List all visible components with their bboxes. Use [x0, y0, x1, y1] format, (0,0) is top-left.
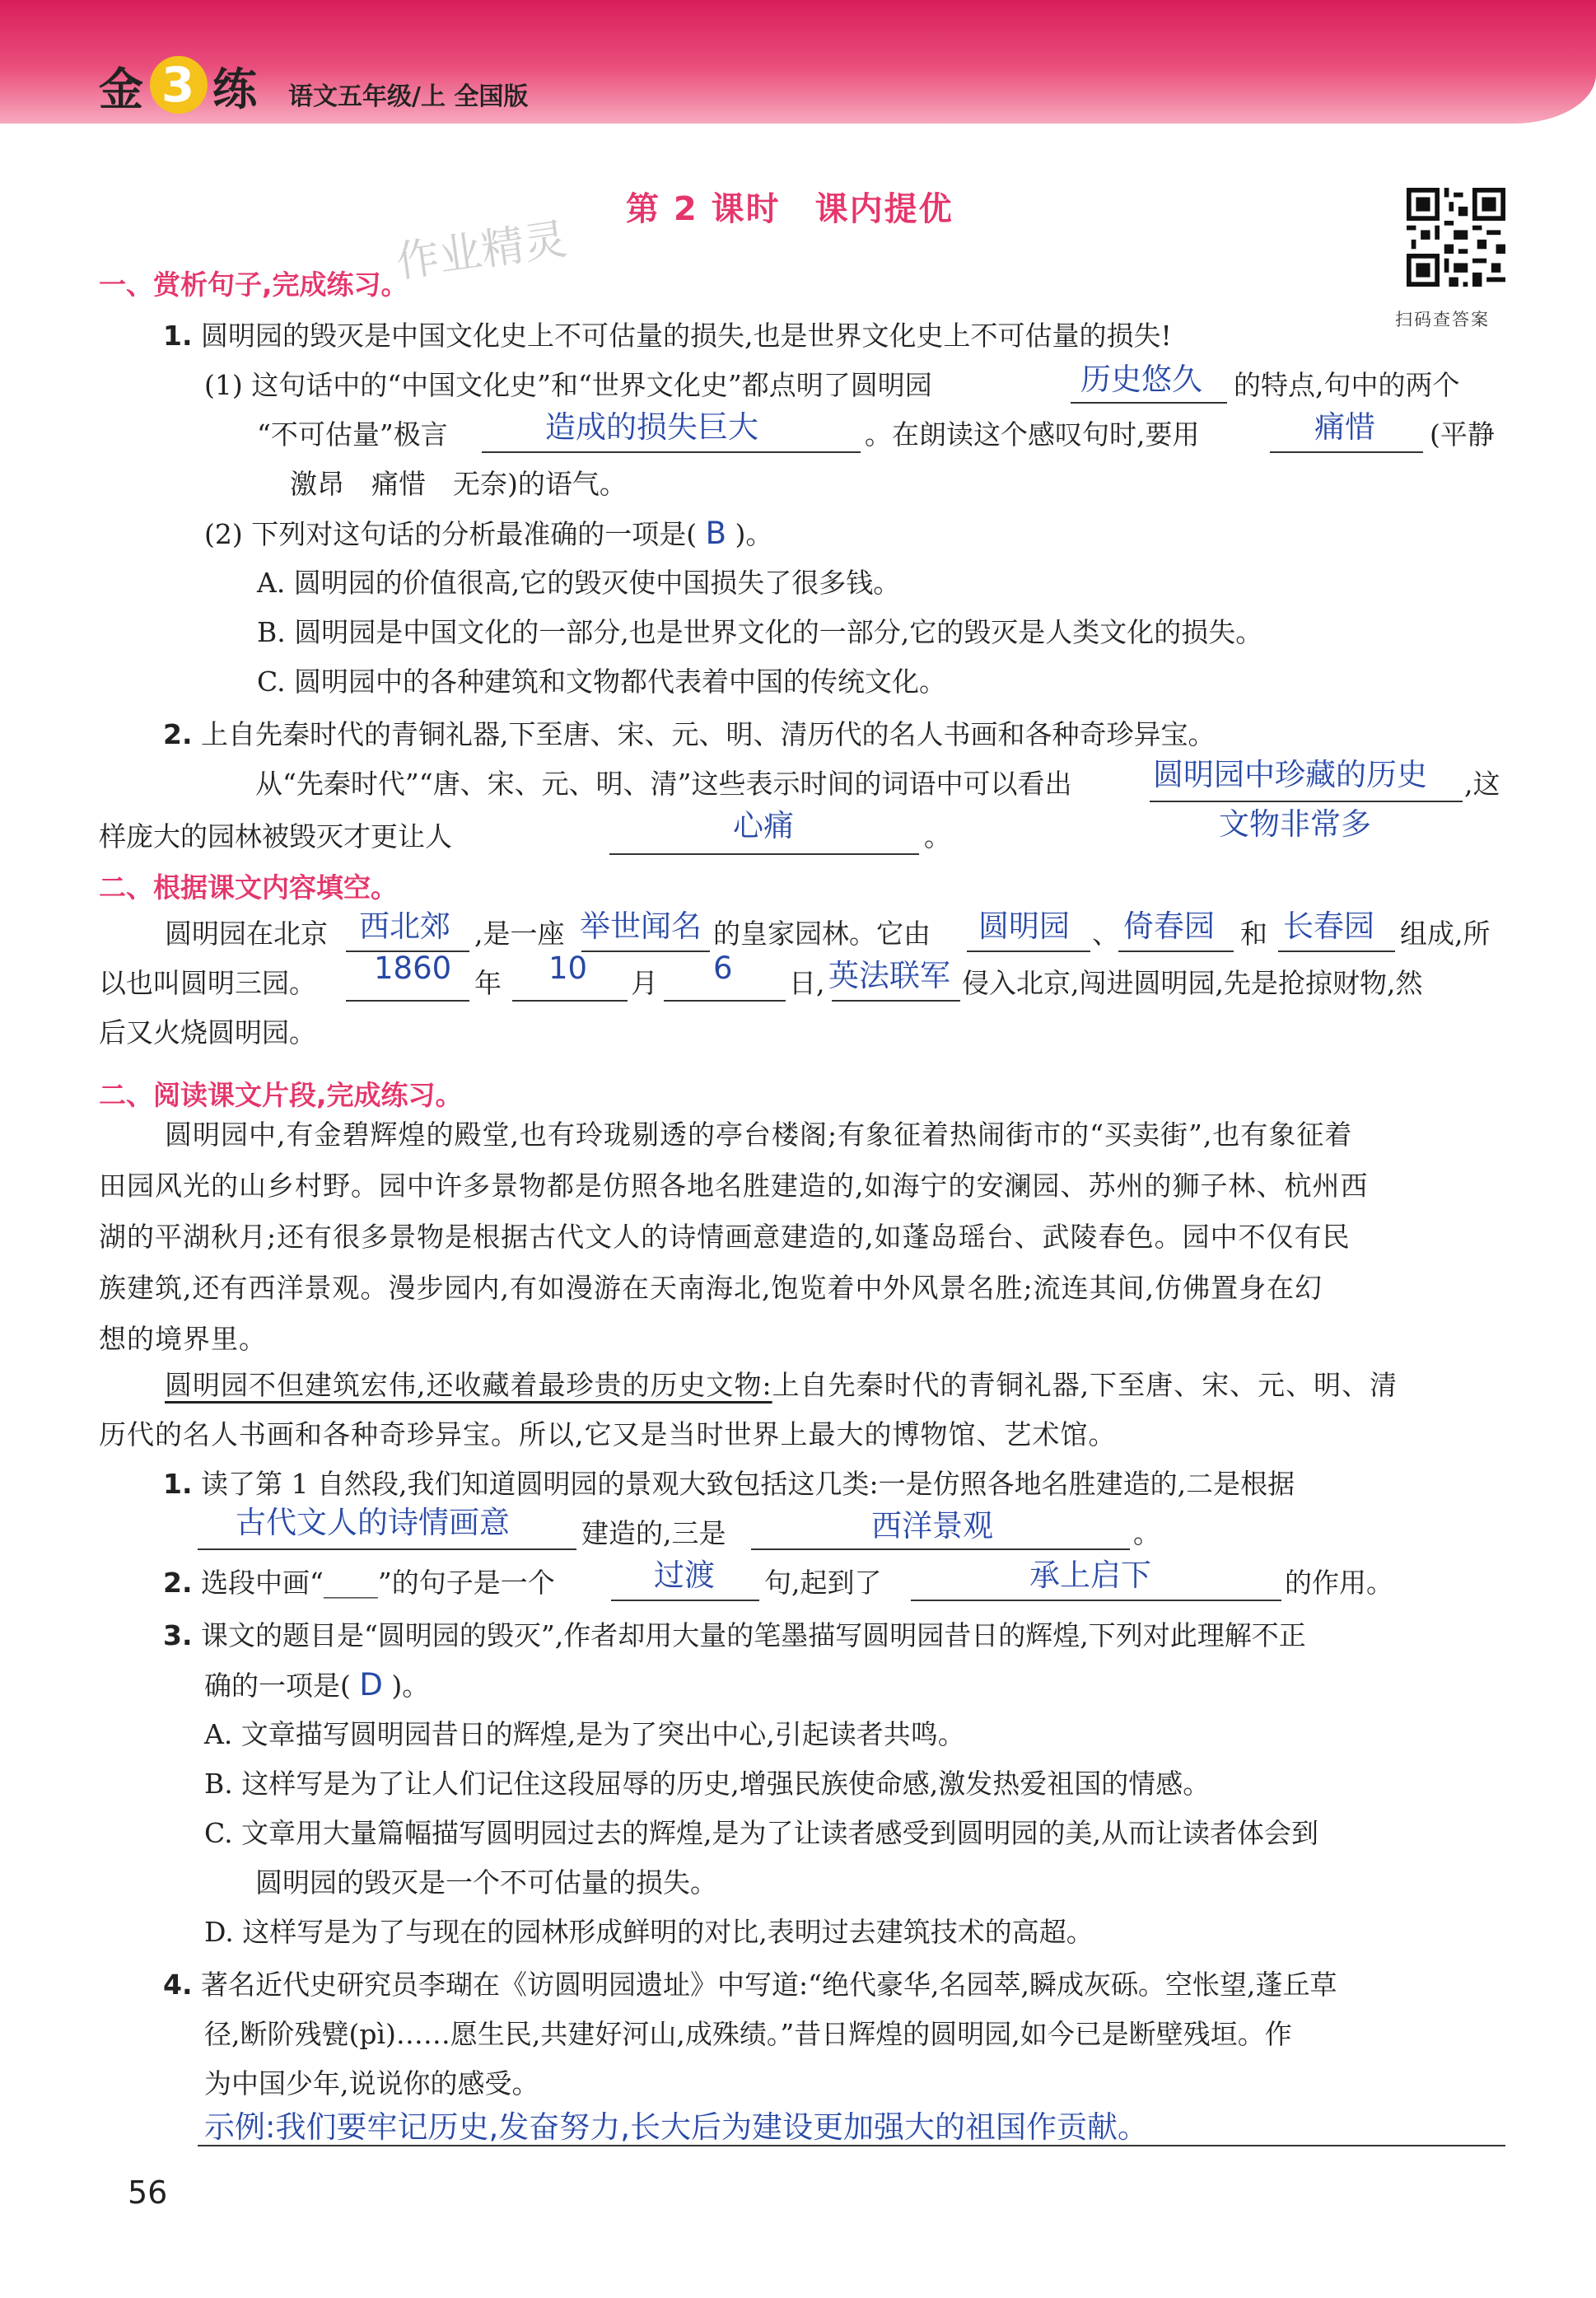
answer-role: 承上启下: [1029, 1558, 1151, 1593]
s3-q4-line3: 为中国少年,说说你的感受。: [204, 2067, 539, 2099]
s3-q3-optC2: 圆明园的毁灭是一个不可估量的损失。: [255, 1866, 717, 1899]
s3-q4-num: 4.: [163, 1969, 193, 2001]
page-number: 56: [128, 2174, 168, 2211]
s1-q1-p1-line1a: (1) 这句话中的“中国文化史”和“世界文化史”都点明了圆明园: [204, 369, 932, 401]
s3-q1-line2b: 。: [1133, 1517, 1160, 1549]
blank-type[interactable]: [611, 1600, 759, 1601]
blank-famous[interactable]: [581, 950, 710, 952]
blank-feel[interactable]: [609, 853, 919, 855]
s2-l1a: 圆明园在北京: [165, 918, 328, 950]
s3-q4-line1: [163, 1969, 1337, 2001]
answer-park1: 圆明园: [978, 908, 1070, 944]
blank-month[interactable]: [512, 1000, 628, 1002]
s3-q2-num: 2.: [163, 1567, 193, 1599]
passage-line-2: 田园风光的山乡村野。园中许多景物都是仿照各地名胜建造的,如海宁的安澜园、苏州的狮子林、杭州西: [99, 1170, 1369, 1202]
s3-q3-optC1: C. 文章用大量篇幅描写圆明园过去的辉煌,是为了让读者感受到圆明园的美,从而让读者体会到: [204, 1817, 1319, 1849]
answer-see-1: 圆明园中珍藏的历史: [1153, 757, 1427, 792]
s3-q3-optD: D. 这样写是为了与现在的园林形成鲜明的对比,表明过去建筑技术的高超。: [204, 1916, 1094, 1948]
answer-see-2: 文物非常多: [1219, 806, 1371, 842]
logo-prefix: 金: [99, 63, 145, 115]
s1-q1-text: 圆明园的毁灭是中国文化史上不可估量的损失,也是世界文化史上不可估量的损失!: [201, 320, 1172, 352]
s2-l1f: 组成,所: [1400, 918, 1491, 950]
s1-q1-optC: C. 圆明园中的各种建筑和文物都代表着中国的传统文化。: [257, 666, 947, 698]
answer-loss: 造成的损失巨大: [545, 409, 758, 445]
answer-day: 6: [713, 950, 733, 986]
answer-month: 10: [548, 950, 588, 986]
answer-tone: 痛惜: [1314, 409, 1375, 445]
blank-park3[interactable]: [1278, 950, 1395, 952]
s1-q1-p1-line2b: 。在朗读这个感叹句时,要用: [865, 418, 1200, 451]
answer-third: 西洋景观: [871, 1508, 993, 1544]
answer-feature: 历史悠久: [1080, 362, 1202, 397]
s3-q1-line1: [163, 1468, 1295, 1501]
s2-l1b: ,是一座: [474, 918, 565, 950]
lesson-title: 第 2 课时 课内提优: [626, 190, 954, 228]
s1-q2-text: 上自先秦时代的青铜礼器,下至唐、宋、元、明、清历代的名人书画和各种奇珍异宝。: [201, 718, 1216, 750]
s3-q3-optB: B. 这样写是为了让人们记住这段屈辱的历史,增强民族使命感,激发热爱祖国的情感。: [204, 1768, 1211, 1800]
blank-loss[interactable]: [482, 451, 861, 453]
logo-number: 3: [150, 56, 208, 114]
s1-q1-optA: A. 圆明园的价值很高,它的毁灭使中国损失了很多钱。: [257, 567, 901, 599]
s3-q1-line2a: 建造的,三是: [581, 1517, 726, 1549]
watermark: 作业精灵: [393, 214, 570, 288]
answer-basis: 古代文人的诗情画意: [236, 1505, 510, 1540]
passage-line-4: 族建筑,还有西洋景观。漫步园内,有如漫游在天南海北,饱览着中外风景名胜;流连其间,仿佛置身在幻: [99, 1272, 1323, 1304]
s1-q2-num: 2.: [163, 718, 193, 750]
s2-l2c: 月: [631, 967, 658, 999]
answer-year: 1860: [374, 950, 452, 986]
answer-location: 西北郊: [359, 908, 450, 944]
s3-q3-line2a: 确的一项是(: [204, 1670, 351, 1702]
s3-q1-text: 读了第 1 自然段,我们知道圆明园的景观大致包括这几类:一是仿照各地名胜建造的,二是根据: [201, 1468, 1295, 1500]
s1-q1-p2: [204, 517, 772, 551]
s3-q3-line1: [163, 1619, 1306, 1652]
blank-army[interactable]: [832, 1000, 960, 1002]
answer-line[interactable]: [198, 2145, 1505, 2146]
answer-type: 过渡: [654, 1558, 715, 1593]
passage-line-1: 圆明园中,有金碧辉煌的殿堂,也有玲珑剔透的亭台楼阁;有象征着热闹街市的“买卖街”,也有象征着: [165, 1119, 1353, 1151]
blank-park1[interactable]: [967, 950, 1090, 952]
passage2-line-2: 历代的名人书画和各种奇珍异宝。所以,它又是当时世界上最大的博物馆、艺术馆。: [99, 1418, 1117, 1450]
s2-l1c: 的皇家园林。它由: [713, 918, 931, 950]
s1-q1-p1-line2a: “不可估量”极言: [257, 418, 448, 451]
s3-q2-text-b: 句,起到了: [764, 1567, 882, 1599]
blank-role[interactable]: [911, 1600, 1281, 1601]
qr-code-icon[interactable]: [1407, 188, 1505, 287]
blank-feature[interactable]: [1071, 402, 1227, 404]
passage-line-5: 想的境界里。: [99, 1323, 267, 1355]
s3-q3-line2: [204, 1669, 429, 1702]
passage2-underlined-sentence: 圆明园不但建筑宏伟,还收藏着最珍贵的历史文物:: [165, 1369, 772, 1401]
s1-q1-p1-line1b: 的特点,句中的两个: [1234, 369, 1460, 401]
s2-l2a: 以也叫圆明三园。: [99, 967, 316, 999]
passage-line-3: 湖的平湖秋月;还有很多景物是根据古代文人的诗情画意建造的,如蓬岛瑶台、武陵春色。园中不仅有民: [99, 1221, 1351, 1253]
s1-q1-p2-text: (2) 下列对这句话的分析最准确的一项是(: [204, 518, 698, 550]
answer-park3: 长春园: [1283, 908, 1374, 944]
answer-park2: 倚春园: [1123, 908, 1215, 944]
s3-q1-num: 1.: [163, 1468, 193, 1500]
passage2-line-1: [165, 1369, 1398, 1402]
answer-s3-choice: D: [359, 1667, 383, 1702]
s1-q2-line2b: 。: [924, 820, 951, 852]
blank-year[interactable]: [346, 1000, 469, 1002]
series-logo: [99, 54, 259, 118]
s1-q2-line2a: 样庞大的园林被毁灭才更让人: [99, 820, 452, 852]
s3-q3-optA: A. 文章描写圆明园昔日的辉煌,是为了突出中心,引起读者共鸣。: [204, 1718, 965, 1750]
s3-q2-line-a: [163, 1567, 555, 1600]
s3-q3-text: 课文的题目是“圆明园的毁灭”,作者却用大量的笔墨描写圆明园昔日的辉煌,下列对此理解不正: [201, 1619, 1306, 1651]
s1-q1-p2-close: )。: [735, 518, 773, 550]
answer-q4: 示例:我们要牢记历史,发奋努力,长大后为建设更加强大的祖国作贡献。: [204, 2109, 1148, 2145]
s2-l3: 后又火烧圆明园。: [99, 1016, 316, 1049]
blank-day[interactable]: [664, 1000, 786, 1002]
s1-q2-line1a: 从“先秦时代”“唐、宋、元、明、清”这些表示时间的词语中可以看出: [255, 768, 1072, 800]
section1-heading: 一、赏析句子,完成练习。: [99, 269, 408, 301]
s2-l2e: 侵入北京,闯进圆明园,先是抢掠财物,然: [962, 967, 1423, 999]
s3-q2-text-a: 选段中画“____”的句子是一个: [201, 1567, 555, 1599]
s1-q2-stem: [163, 718, 1216, 751]
s2-l2b: 年: [474, 967, 502, 999]
logo-suffix: 练: [212, 63, 259, 115]
s1-q1-stem: [163, 320, 1172, 353]
answer-s1-choice: B: [705, 516, 726, 551]
section3-heading: 二、阅读课文片段,完成练习。: [99, 1079, 463, 1111]
answer-army: 英法联军: [828, 958, 950, 993]
s1-q1-p1-line2c: (平静: [1430, 418, 1495, 451]
s3-q4-text: 著名近代史研究员李瑚在《访圆明园遗址》中写道:“绝代豪华,名园萃,瞬成灰砾。空怅望,蓬丘草: [201, 1969, 1337, 2001]
blank-tone[interactable]: [1270, 451, 1423, 453]
answer-feel: 心痛: [733, 808, 794, 843]
blank-basis[interactable]: [198, 1548, 576, 1550]
s2-l2d: 日,: [789, 967, 825, 999]
s1-q1-p1-line3: 激昂 痛惜 无奈)的语气。: [290, 468, 627, 500]
s3-q3-num: 3.: [163, 1619, 193, 1651]
s3-q4-line2: 径,断阶残甓(pì)……愿生民,共建好河山,成殊绩。”昔日辉煌的圆明园,如今已是断壁残垣。作: [204, 2018, 1292, 2050]
s3-q2-text-c: 的作用。: [1285, 1567, 1393, 1599]
answer-famous: 举世闻名: [580, 908, 702, 944]
s2-l1d: 、: [1092, 918, 1119, 950]
passage2-rest: 上自先秦时代的青铜礼器,下至唐、宋、元、明、清: [772, 1369, 1398, 1401]
s3-q3-line2b: )。: [391, 1670, 430, 1702]
s1-q2-line1b: ,这: [1464, 768, 1500, 800]
s1-q1-num: 1.: [163, 320, 193, 352]
book-info: 语文五年级/上 全国版: [288, 82, 529, 111]
blank-park2[interactable]: [1118, 950, 1234, 952]
section2-heading: 二、根据课文内容填空。: [99, 871, 398, 904]
s1-q1-optB: B. 圆明园是中国文化的一部分,也是世界文化的一部分,它的毁灭是人类文化的损失。: [257, 616, 1263, 648]
s2-l1e: 和: [1240, 918, 1267, 950]
qr-caption: 扫码查答案: [1395, 310, 1490, 329]
